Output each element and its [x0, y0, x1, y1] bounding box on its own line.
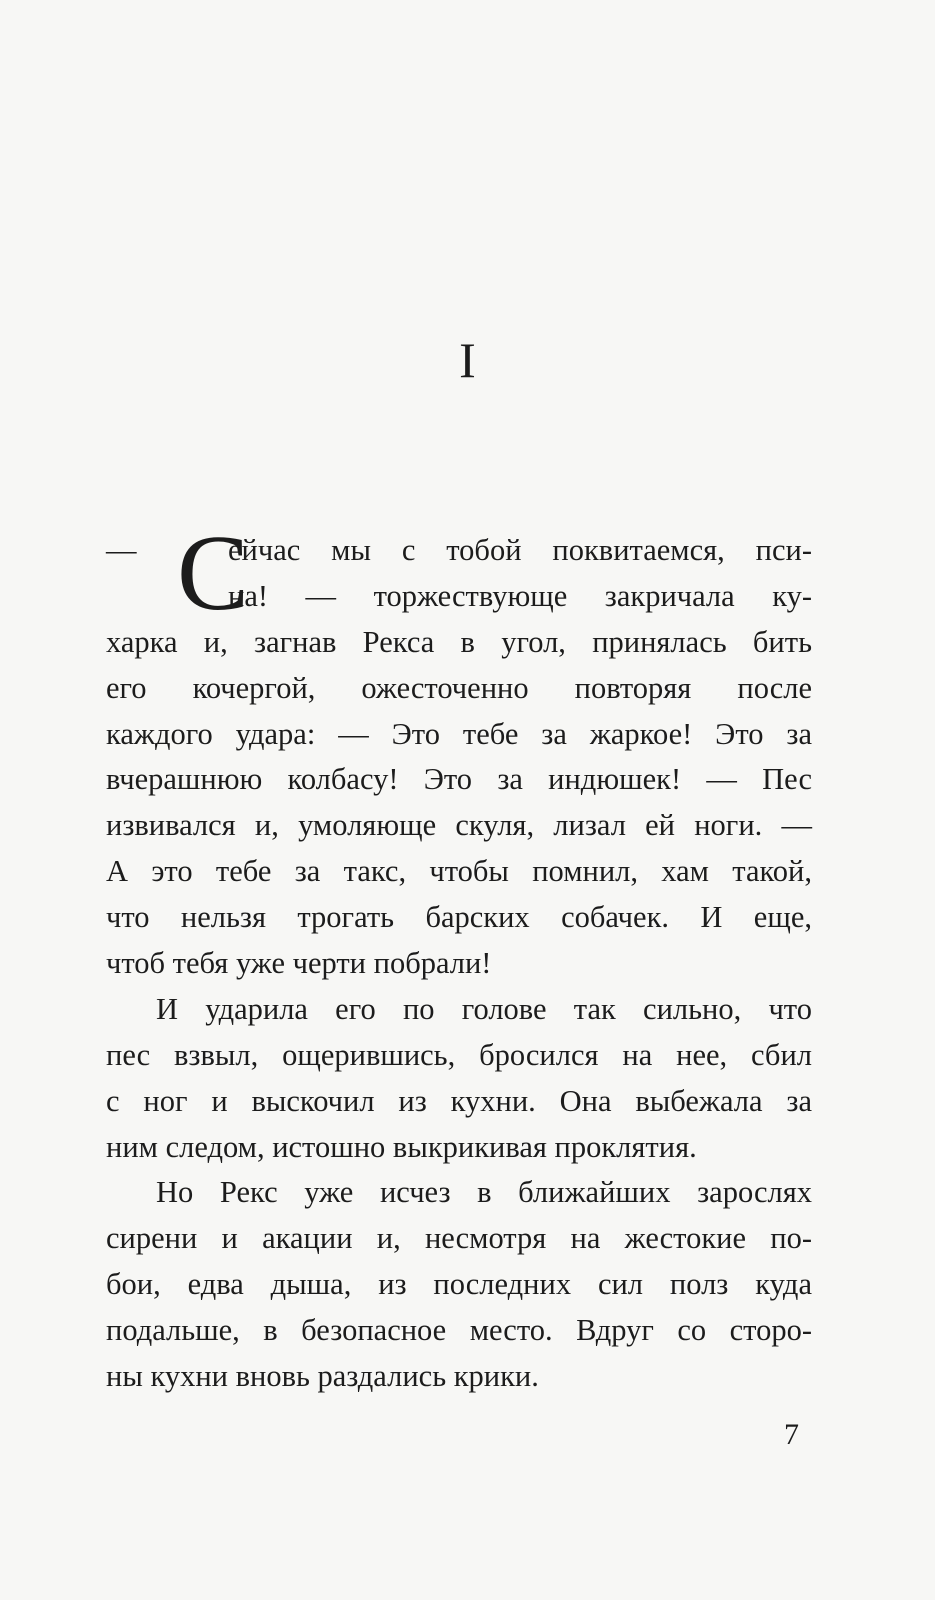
- page-number: 7: [784, 1418, 799, 1451]
- text-line: вчерашнюю колбасу! Это за индюшек! — Пес: [106, 762, 812, 797]
- text-line: что нельзя трогать барских собачек. И еще,: [106, 900, 812, 935]
- chapter-number: I: [459, 332, 476, 388]
- text-line: сирени и акации и, несмотря на жестокие по-: [106, 1221, 812, 1256]
- text-line: ейчас мы с тобой поквитаемся, пси-: [228, 533, 812, 567]
- text-line: подальше, в безопасное место. Вдруг со сторо-: [106, 1313, 812, 1348]
- text-line: чтоб тебя уже черти побрали!: [106, 946, 492, 981]
- text-line: пес взвыл, ощерившись, бросился на нее, сбил: [106, 1037, 812, 1072]
- text-line: А это тебе за такс, чтобы помнил, хам такой,: [106, 854, 812, 889]
- text-line: И ударила его по голове так сильно, что: [156, 991, 812, 1026]
- text-line: ны кухни вновь раздались крики.: [106, 1359, 539, 1394]
- text-line: каждого удара: — Это тебе за жаркое! Это за: [106, 716, 812, 751]
- drop-cap: С: [177, 514, 250, 633]
- dialogue-dash: —: [106, 533, 137, 567]
- text-line: Но Рекс уже исчез в ближайших зарослях: [156, 1175, 812, 1210]
- paragraph-1: [106, 514, 812, 987]
- paragraph-3: [106, 1170, 812, 1399]
- text-line: харка и, загнав Рекса в угол, принялась бить: [106, 624, 812, 659]
- text-line: на! — торжествующе закричала ку-: [228, 578, 812, 613]
- text-line: с ног и выскочил из кухни. Она выбежала за: [106, 1083, 812, 1118]
- body-text: [106, 514, 812, 1400]
- text-line: его кочергой, ожесточенно повторяя после: [106, 670, 812, 705]
- paragraph-2: [106, 987, 812, 1171]
- text-line: ним следом, истошно выкрикивая проклятия.: [106, 1129, 697, 1164]
- text-line: бои, едва дыша, из последних сил полз куда: [106, 1267, 812, 1302]
- text-line: извивался и, умоляюще скуля, лизал ей ноги. —: [106, 808, 812, 843]
